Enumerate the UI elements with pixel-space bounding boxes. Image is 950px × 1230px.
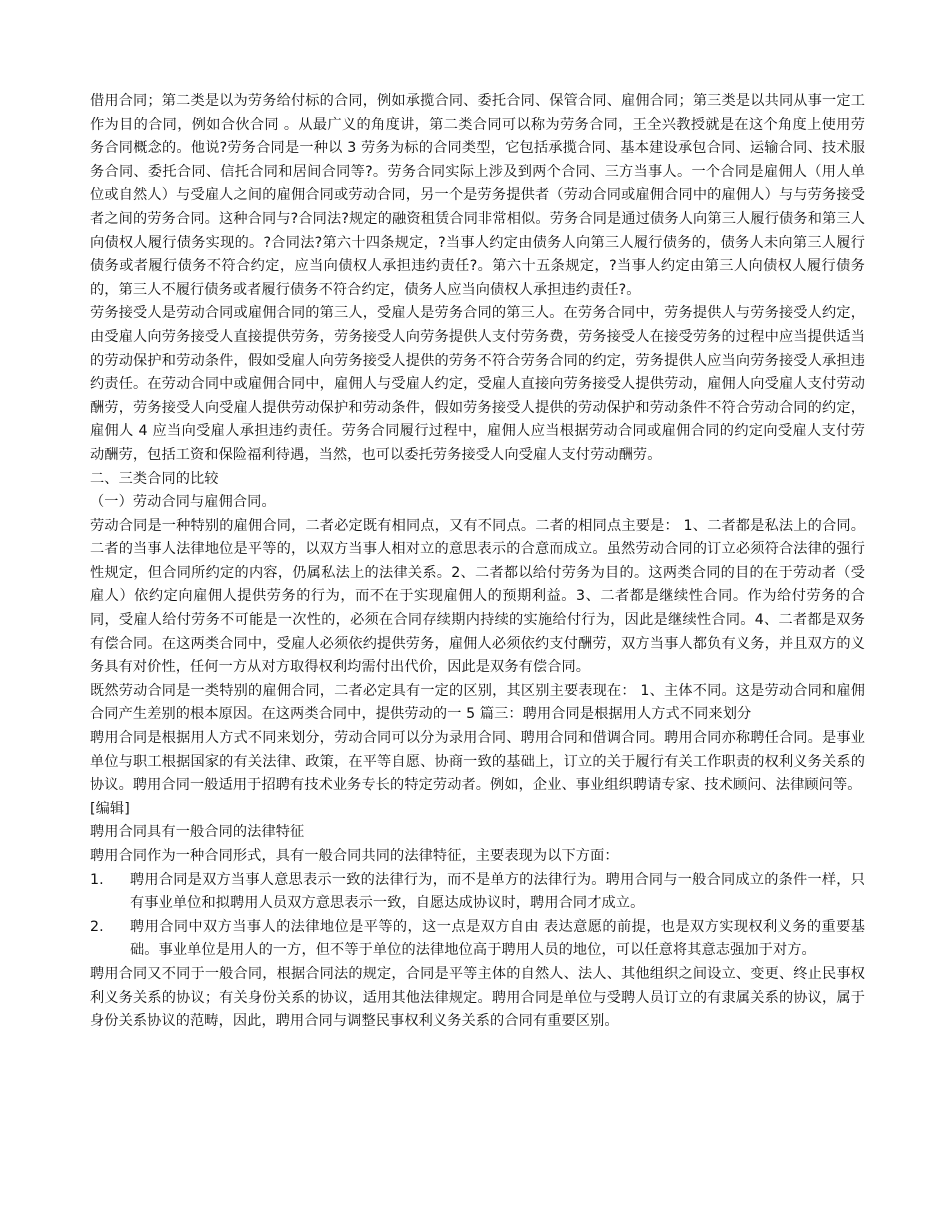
paragraph-contract-categories: 借用合同；第二类是以为劳务给付标的合同，例如承揽合同、委托合同、保管合同、雇佣合同；第三类是以共同从事一定工作为目的合同，例如合伙合同 。从最广义的角度讲，第二类合同可以称为劳务合同，王全兴教授就是在这个角度上使用劳务合同概念的。他说?劳务合同是一种以 3 劳务为标的合同类型，它包括承揽合同、基本建设承包合同、运输合同、技术服务合同、委托合同、信托合同和居间合同等?。劳务合同实际上涉及到两个合同、三方当事人。一个合同是雇佣人（用人单位或自然人）与受雇人之间的雇佣合同或劳动合同，另一个是劳务提供者（劳动合同或雇佣合同中的雇佣人）与与劳务接受者之间的劳务合同。这种合同与?合同法?规定的融资租赁合同非常相似。劳务合同是通过债务人向第三人履行债务和第三人向债权人履行债务实现的。?合同法?第六十四条规定，?当事人约定由债务人向第三人履行债务的，债务人未向第三人履行债务或者履行债务不符合约定，应当向债权人承担违约责任?。第六十五条规定，?当事人约定由第三人向债权人履行债务的，第三人不履行债务或者履行债务不符合约定，债务人应当向债权人承担违约责任?。 — [90, 93, 865, 298]
list-item-number: 2. — [90, 918, 104, 935]
heading-legal-features: 聘用合同具有一般合同的法律特征 — [90, 824, 305, 841]
paragraph-distinction-from-general-contracts: 聘用合同又不同于一般合同，根据合同法的规定，合同是平等主体的自然人、法人、其他组织之间设立、变更、终止民事权利义务关系的协议；有关身份关系的协议，适用其他法律规定。聘用合同是单位与受聘人员订立的有隶属关系的协议，属于身份关系协议的范畴，因此，聘用合同与调整民事权利义务关系的合同有重要区别。 — [90, 965, 865, 1030]
paragraph-appointment-contract-definition: 聘用合同是根据用人方式不同来划分，劳动合同可以分为录用合同、聘用合同和借调合同。聘用合同亦称聘任合同。是事业单位与职工根据国家的有关法律、政策，在平等自愿、协商一致的基础上，订立的关于履行有关工作职责的权利义务关系的协议。聘用合同一般适用于招聘有技术业务专长的特定劳动者。例如，企业、事业组织聘请专家、技术顾问、法律顾问等。 — [90, 730, 865, 794]
section-heading-comparison: 二、三类合同的比较 — [90, 470, 219, 487]
paragraph-differences: 既然劳动合同是一类特别的雇佣合同，二者必定具有一定的区别，其区别主要表现在： 1、主体不同。这是劳动合同和雇佣合同产生差别的根本原因。在这两类合同中，提供劳动的一 5 篇三：聘用合同是根据用人方式不同来划分 — [90, 682, 865, 723]
list-item-text: 聘用合同中双方当事人的法律地位是平等的，这一点是双方自由 表达意愿的前提，也是双方实现权利义务的重要基础。事业单位是用人的一方，但不等于单位的法律地位高于聘用人员的地位，可以任意将其意志强加于对方。 — [130, 918, 865, 959]
list-item — [90, 916, 865, 963]
document-body — [90, 90, 865, 1034]
subsection-heading-labor-vs-employment: （一）劳动合同与雇佣合同。 — [90, 494, 276, 511]
list-item-number: 1. — [90, 871, 104, 888]
edit-link[interactable]: [编辑] — [90, 800, 130, 817]
features-list — [90, 869, 865, 963]
paragraph-similarities: 劳动合同是一种特别的雇佣合同，二者必定既有相同点，又有不同点。二者的相同点主要是： 1、二者都是私法上的合同。二者的当事人法律地位是平等的，以双方当事人相对立的意思表示的合意而成立。虽然劳动合同的订立必须符合法律的强行性规定，但合同所约定的内容，仍属私法上的法律关系。2、二者都以给付劳务为目的。这两类合同的目的在于劳动者（受雇人）依约定向雇佣人提供劳务的行为，而不在于实现雇佣人的预期利益。3、二者都是继续性合同。作为给付劳务的合同，受雇人给付劳务不可能是一次性的，必须在合同存续期内持续的实施给付行为，因此是继续性合同。4、二者都是双务有偿合同。在这两类合同中，受雇人必须依约提供劳务，雇佣人必须依约支付酬劳，双方当事人都负有义务，并且双方的义务具有对价性，任何一方从对方取得权利均需付出代价，因此是双务有偿合同。 — [90, 517, 865, 676]
paragraph-features-intro: 聘用合同作为一种合同形式，具有一般合同共同的法律特征，主要表现为以下方面： — [90, 848, 619, 864]
list-item — [90, 869, 865, 916]
paragraph-labor-service-parties: 劳务接受人是劳动合同或雇佣合同的第三人，受雇人是劳务合同的第三人。在劳务合同中，劳务提供人与劳务接受人约定，由受雇人向劳务接受人直接提供劳务，劳务接受人向劳务提供人支付劳务费，劳务接受人在接受劳务的过程中应当提供适当的劳动保护和劳动条件，假如受雇人向劳务接受人提供的劳务不符合劳务合同的约定，劳务提供人应当向劳务接受人承担违约责任。在劳动合同中或雇佣合同中，雇佣人与受雇人约定，受雇人直接向劳务接受人提供劳动，雇佣人向受雇人支付劳动酬劳，劳务接受人向受雇人提供劳动保护和劳动条件，假如劳务接受人提供的劳动保护和劳动条件不符合劳动合同的约定，雇佣人 4 应当向受雇人承担违约责任。劳务合同履行过程中，雇佣人应当根据劳动合同或雇佣合同的约定向受雇人支付劳动酬劳，包括工资和保险福利待遇，当然，也可以委托劳务接受人向受雇人支付劳动酬劳。 — [90, 305, 865, 463]
list-item-text: 聘用合同是双方当事人意思表示一致的法律行为，而不是单方的法律行为。聘用合同与一般合同成立的条件一样，只有事业单位和拟聘用人员双方意思表示一致，自愿达成协议时，聘用合同才成立。 — [130, 871, 865, 912]
